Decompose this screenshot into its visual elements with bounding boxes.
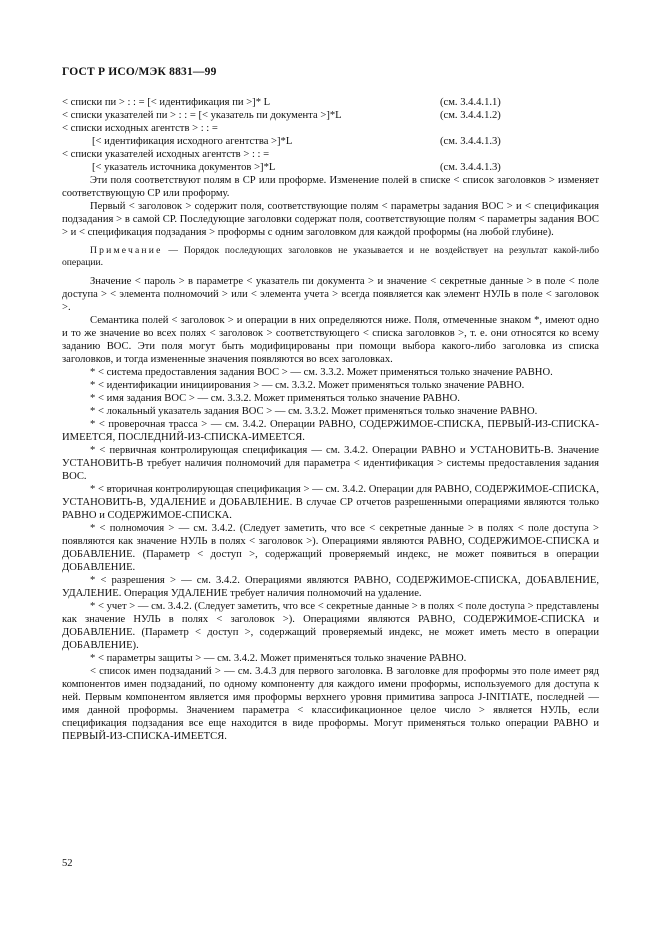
body-paragraph: * < система предоставления задания ВОС > — см. 3.3.2. Может применяться только значение РАВНО. (90, 367, 553, 378)
definition-ref: (см. 3.4.4.1.3) (440, 162, 501, 173)
definition-line (62, 148, 599, 161)
body-paragraph: * < имя задания ВОС > — см. 3.3.2. Может применяться только значение РАВНО. (90, 393, 460, 404)
definition-list (62, 96, 599, 174)
body-paragraph: Первый < заголовок > содержит поля, соответствующие полям < параметры задания ВОС > и < спецификация подзадания > в самой СР. Последующие заголовки содержат поля, соответствующие полям < параметры задания ВОС > и < спецификация подзадания > проформы с одним заголовком для каждой проформы (на любой глубине). (62, 201, 599, 238)
body-paragraph: Значение < пароль > в параметре < указатель пи документа > и значение < секретные данные > в поле < поле доступа > < элемента полномочий > или < элемента учета > всегда появляется как элемент НУЛЬ в поле < заголовок >. (62, 276, 599, 313)
note-block (62, 245, 599, 269)
page-number: 52 (62, 858, 73, 869)
document-body (62, 96, 599, 743)
definition-text: < списки исходных агентств > : : = (62, 123, 218, 134)
body-paragraph: * < параметры защиты > — см. 3.4.2. Может применяться только значение РАВНО. (90, 653, 467, 664)
definition-line (62, 122, 599, 135)
body-paragraph: Эти поля соответствуют полям в СР или проформе. Изменение полей в списке < список заголовков > изменяет соответствующую СР или проформу. (62, 175, 599, 199)
body-paragraph: Семантика полей < заголовок > и операции в них определяются ниже. Поля, отмеченные знаком *, имеют одно и то же значение во всех полях < заголовок > соответствующего < списка заголовков >, т. е. они относятся ко всему заданию ВОС. Эти поля могут быть модифицированы при помощи выбора какого-либо заголовка из списка заголовков, и тогда измененные значения появляются во всех заголовках. (62, 315, 599, 365)
body-paragraph: * < вторичная контролирующая спецификация > — см. 3.4.2. Операции для РАВНО, СОДЕРЖИМОЕ-СПИСКА, УСТАНОВИТЬ-В, УДАЛЕНИЕ и ДОБАВЛЕНИЕ. В случае СР отчетов разрешенными операциями являются только РАВНО и СОДЕРЖИМОЕ-СПИСКА. (62, 484, 599, 521)
definition-line (62, 135, 599, 148)
body-paragraph: < список имен подзаданий > — см. 3.4.3 для первого заголовка. В заголовке для проформы это поле имеет ряд компонентов имен подзаданий, по одному компоненту для каждого имени проформы, используемого для доступа к ней. Первым компонентом является имя проформы верхнего уровня примитива запроса J-INITIATE, последней — имя данной проформы. Значением параметра < классификационное целое число > является НУЛЬ, если спецификация подзадания все еще находится в виде проформы. Могут применяться только операции РАВНО и ПЕРВЫЙ-ИЗ-СПИСКА-ИМЕЕТСЯ. (62, 666, 599, 742)
body-paragraph: * < локальный указатель задания ВОС > — см. 3.3.2. Может применяться только значение РАВНО. (90, 406, 538, 417)
body-paragraph: * < учет > — см. 3.4.2. (Следует заметить, что все < секретные данные > в полях < поле доступа > представлены как значение НУЛЬ в полях < заголовок >). Операциями являются РАВНО, СОДЕРЖИМОЕ-СПИСКА и ДОБАВЛЕНИЕ. (Параметр < доступ >, содержащий проверяемый индекс, не может иметь место в операции ДОБАВЛЕНИЕ). (62, 601, 599, 651)
body-paragraph: * < проверочная трасса > — см. 3.4.2. Операции РАВНО, СОДЕРЖИМОЕ-СПИСКА, ПЕРВЫЙ-ИЗ-СПИСКА-ИМЕЕТСЯ, ПОСЛЕДНИЙ-ИЗ-СПИСКА-ИМЕЕТСЯ. (62, 419, 599, 443)
definition-line (62, 161, 599, 174)
standard-header: ГОСТ Р ИСО/МЭК 8831—99 (62, 66, 217, 78)
definition-text: < списки пи > : : = [< идентификация пи >]* L (62, 97, 271, 108)
definition-text: < списки указателей пи > : : = [< указатель пи документа >]*L (62, 110, 342, 121)
body-paragraph: * < разрешения > — см. 3.4.2. Операциями являются РАВНО, СОДЕРЖИМОЕ-СПИСКА, ДОБАВЛЕНИЕ, УДАЛЕНИЕ. Операция УДАЛЕНИЕ требует наличия полномочий на удаление. (62, 575, 599, 599)
definition-line (62, 109, 599, 122)
definition-ref: (см. 3.4.4.1.3) (440, 136, 501, 147)
note-label: Примечание (90, 245, 163, 256)
body-paragraph: * < полномочия > — см. 3.4.2. (Следует заметить, что все < секретные данные > в полях < поле доступа > появляются как значение НУЛЬ в полях < заголовок >). Операциями являются РАВНО, СОДЕРЖИМОЕ-СПИСКА и ДОБАВЛЕНИЕ. (Параметр < доступ >, содержащий проверяемый индекс, не может появиться в операции ДОБАВЛЕНИЕ. (62, 523, 599, 573)
definition-text: [< идентификация исходного агентства >]*L (92, 136, 293, 147)
body-paragraph: * < первичная контролирующая спецификация — см. 3.4.2. Операции РАВНО и УСТАНОВИТЬ-В. Значение УСТАНОВИТЬ-В требует наличия полномочий для параметра < идентификация > системы предоставления задания ВОС. (62, 445, 599, 482)
definition-text: < списки указателей исходных агентств > : : = (62, 149, 270, 160)
note-text: — Порядок последующих заголовков не указывается и не воздействует на результат какой-либо операции. (62, 245, 599, 268)
body-paragraph: * < идентификации инициирования > — см. 3.3.2. Может применяться только значение РАВНО. (90, 380, 525, 391)
definition-ref: (см. 3.4.4.1.2) (440, 110, 501, 121)
definition-line (62, 96, 599, 109)
definition-ref: (см. 3.4.4.1.1) (440, 97, 501, 108)
definition-text: [< указатель источника документов >]*L (92, 162, 276, 173)
